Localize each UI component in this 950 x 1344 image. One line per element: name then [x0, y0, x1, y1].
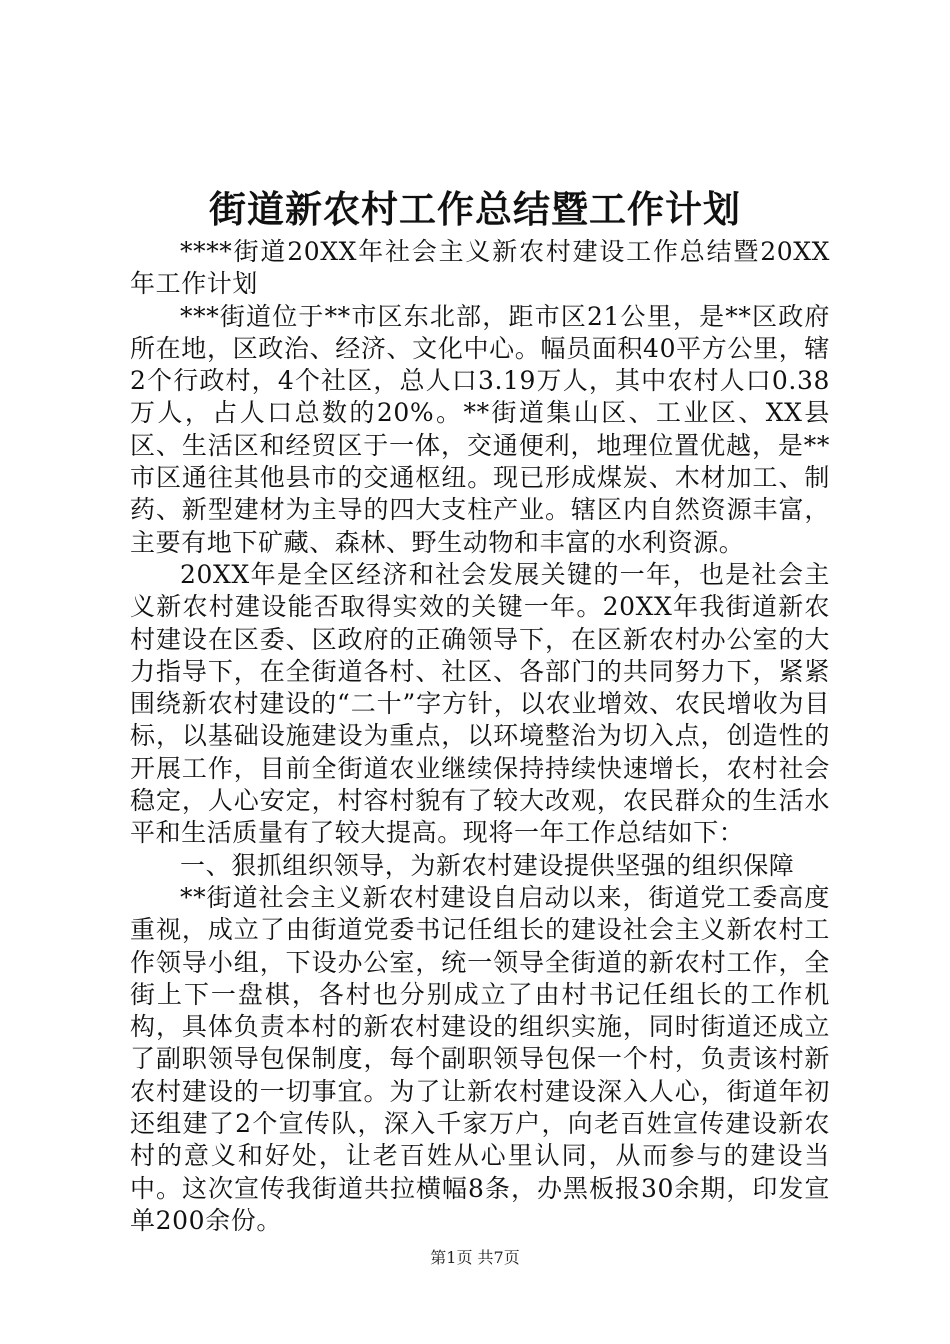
page-footer: 第1页 共7页: [430, 1248, 520, 1267]
paragraph-subtitle: ****街道20XX年社会主义新农村建设工作总结暨20XX年工作计划: [130, 237, 830, 299]
document-body: [130, 236, 830, 1237]
paragraph-overview: ***街道位于**市区东北部，距市区21公里，是**区政府所在地，区政治、经济、文化中心。幅员面积40平方公里，辖2个行政村，4个社区，总人口3.19万人，其中农村人口0.38万人，占人口总数的20%。**街道集山区、工业区、XX县区、生活区和经贸区于一体，交通便利，地理位置优越，是**市区通往其他县市的交通枢纽。现已形成煤炭、木材加工、制药、新型建材为主导的四大支柱产业。辖区内自然资源丰富，主要有地下矿藏、森林、野生动物和丰富的水利资源。: [130, 301, 830, 557]
paragraph-summary: 20XX年是全区经济和社会发展关键的一年，也是社会主义新农村建设能否取得实效的关键一年。20XX年我街道新农村建设在区委、区政府的正确领导下，在区新农村办公室的大力指导下，在全街道各村、社区、各部门的共同努力下，紧紧围绕新农村建设的“二十”字方针，以农业增效、农民增收为目标，以基础设施建设为重点，以环境整治为切入点，创造性的开展工作，目前全街道农业继续保持持续快速增长，农村社会稳定，人心安定，村容村貌有了较大改观，农民群众的生活水平和生活质量有了较大提高。现将一年工作总结如下：: [130, 559, 830, 848]
document-title: 街道新农村工作总结暨工作计划: [209, 187, 741, 231]
section-heading-1: 一、狠抓组织领导，为新农村建设提供坚强的组织保障: [180, 850, 795, 880]
paragraph-organization: **街道社会主义新农村建设自启动以来，街道党工委高度重视，成立了由街道党委书记任组长的建设社会主义新农村工作领导小组，下设办公室，统一领导全街道的新农村工作，全街上下一盘棋，各村也分别成立了由村书记任组长的工作机构，具体负责本村的新农村建设的组织实施，同时街道还成立了副职领导包保制度，每个副职领导包保一个村，负责该村新农村建设的一切事宜。为了让新农村建设深入人心，街道年初还组建了2个宣传队，深入千家万户，向老百姓宣传建设新农村的意义和好处，让老百姓从心里认同，从而参与的建设当中。这次宣传我街道共拉横幅8条，办黑板报30余期，印发宣单200余份。: [130, 882, 830, 1235]
